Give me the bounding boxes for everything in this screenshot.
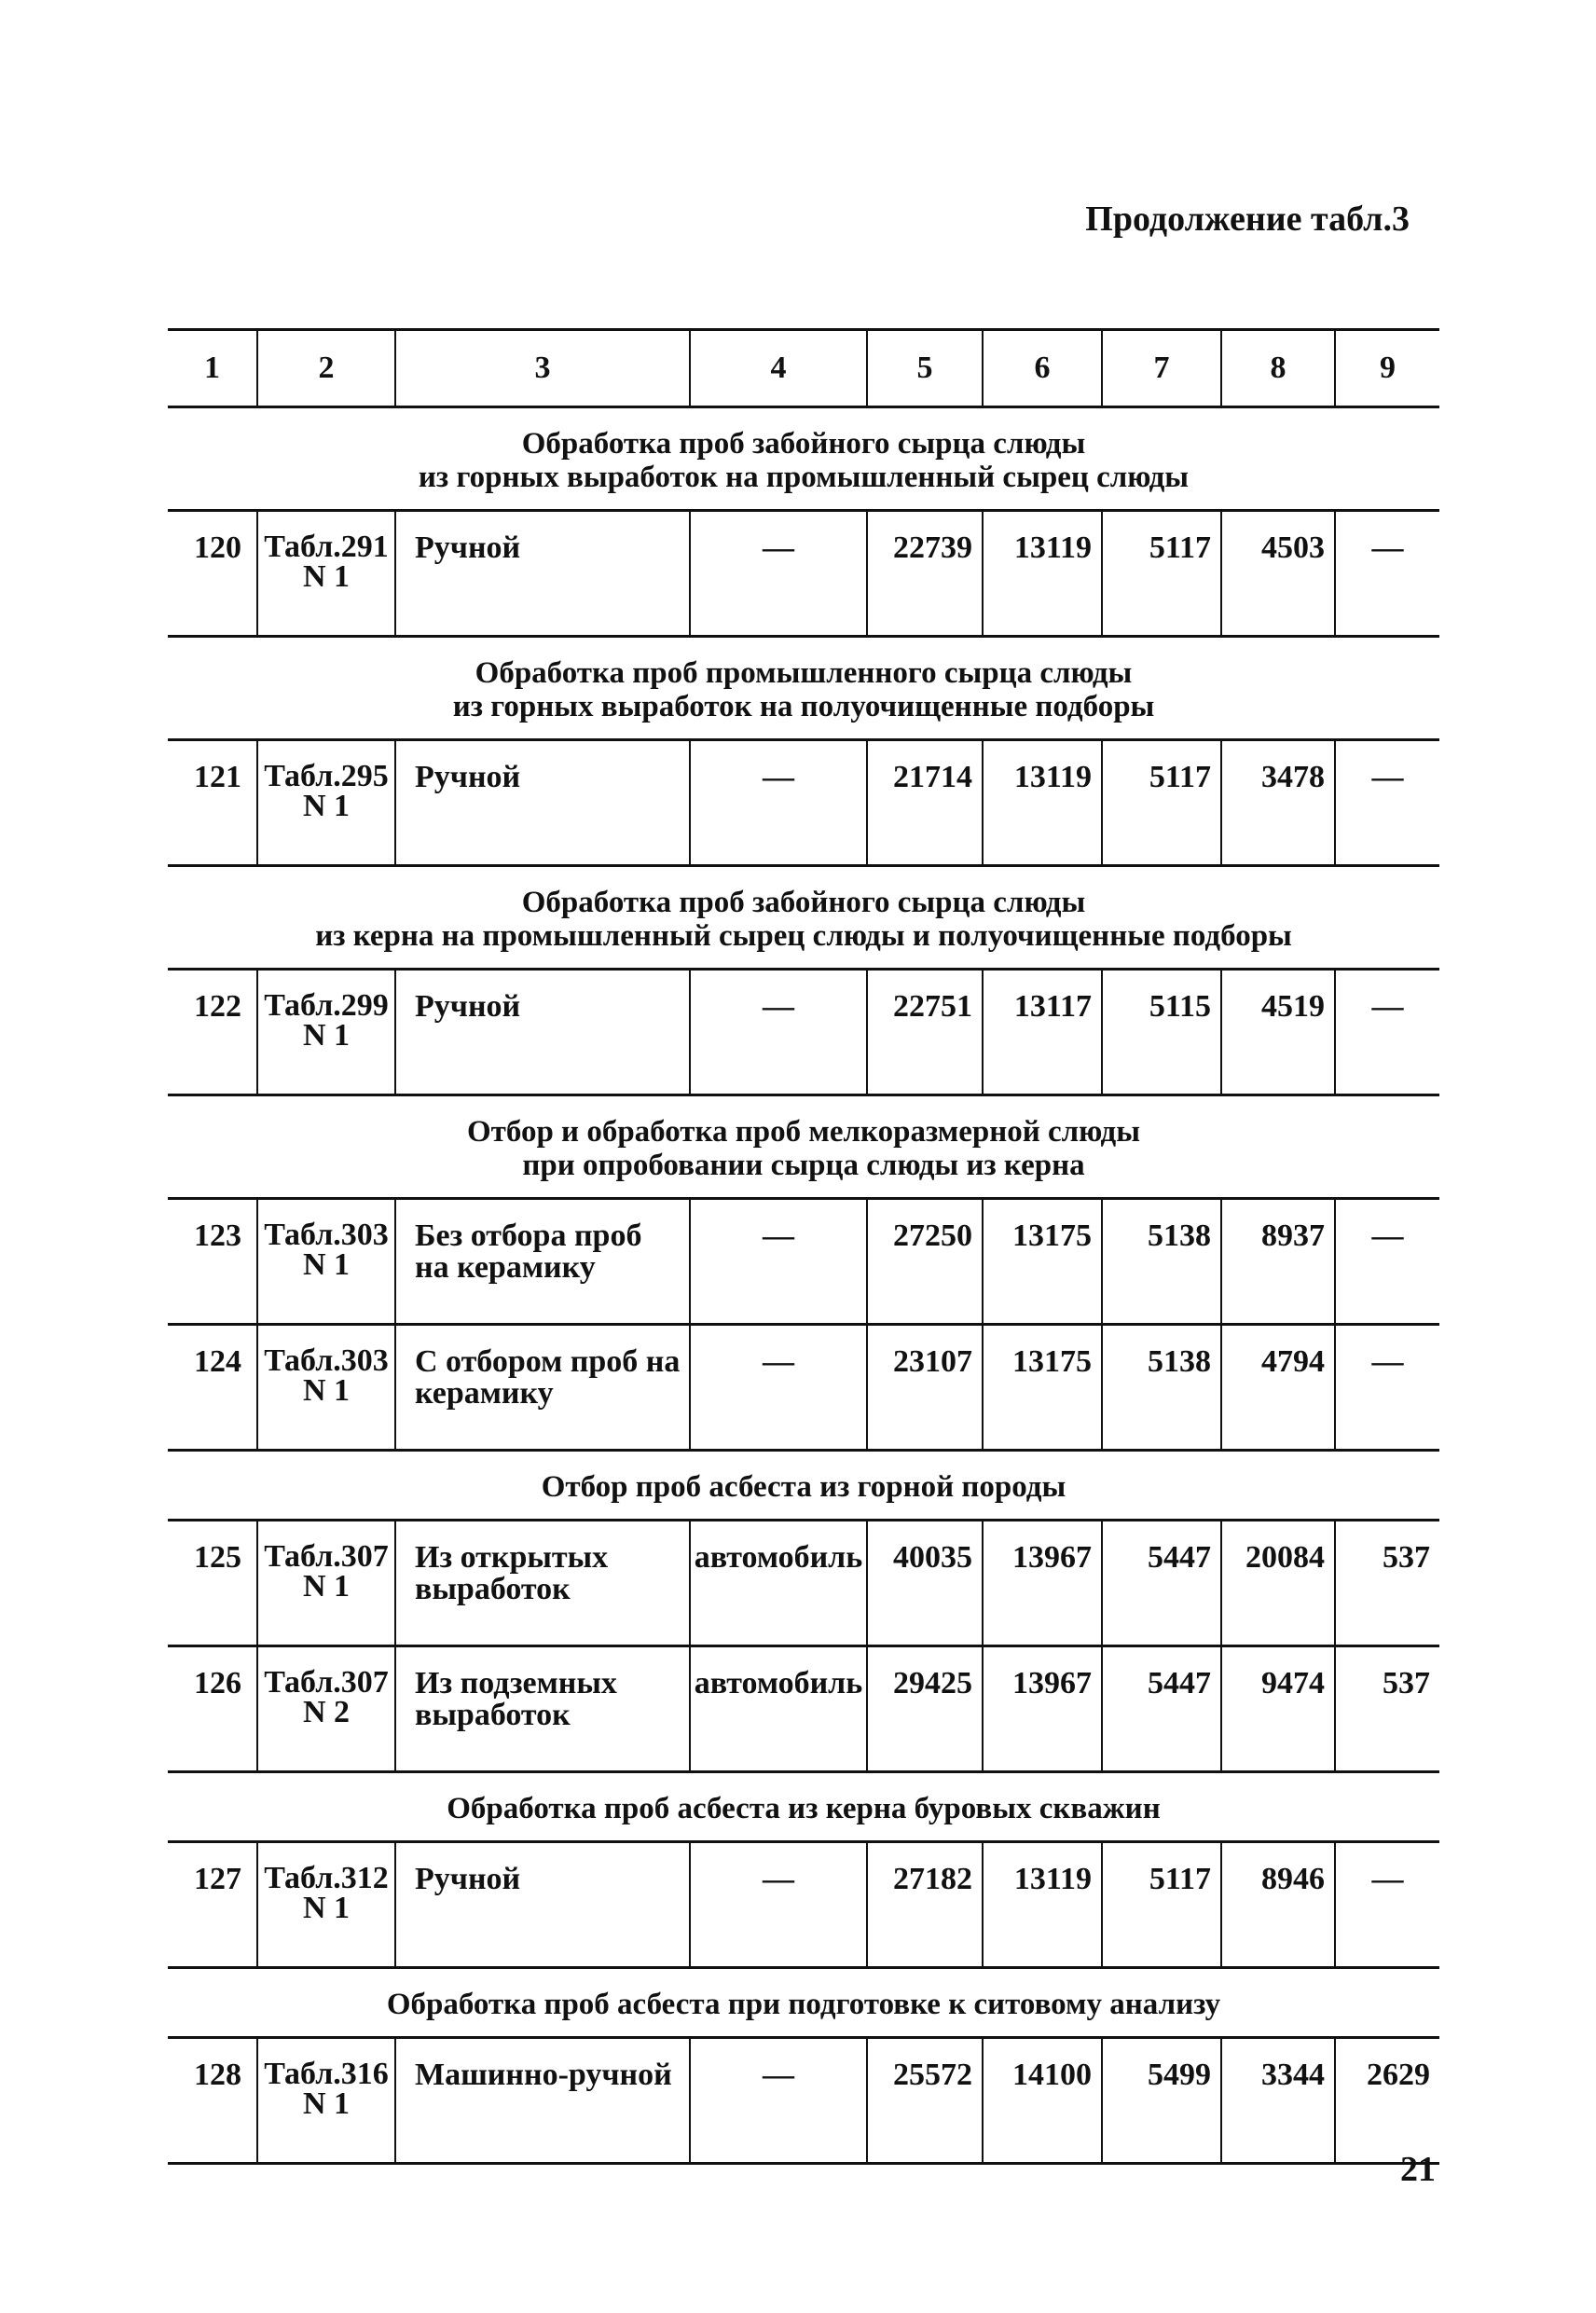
value-cell-col6: 13967 — [983, 1521, 1102, 1646]
section-title-line: из горных выработок на полуочищенные подборы — [452, 690, 1155, 723]
table-reference-line: Табл.299 — [264, 988, 389, 1023]
table-row — [168, 1199, 1439, 1325]
method-cell: Из подземных выработок — [395, 1646, 690, 1772]
section-title-line: Обработка проб асбеста при подготовке к ситовому анализу — [386, 1988, 1221, 2021]
value-cell-col7: 5138 — [1102, 1199, 1221, 1325]
table-row — [168, 2038, 1439, 2164]
transport-cell: — — [690, 970, 867, 1095]
transport-cell: — — [690, 1199, 867, 1325]
table-row — [168, 1521, 1439, 1646]
table-row — [168, 1842, 1439, 1968]
value-cell-col9: — — [1335, 1325, 1439, 1451]
table-row — [168, 970, 1439, 1095]
method-cell: Ручной — [395, 740, 690, 866]
table-reference-cell — [257, 1199, 395, 1325]
row-number-cell: 121 — [168, 740, 257, 866]
value-cell-col6: 13119 — [983, 511, 1102, 637]
value-cell-col8: 4794 — [1221, 1325, 1335, 1451]
section-title-row — [168, 1095, 1439, 1199]
section-title-row — [168, 407, 1439, 511]
table-reference-line: N 1 — [302, 2086, 351, 2121]
table-reference-cell — [257, 511, 395, 637]
value-cell-col9: — — [1335, 511, 1439, 637]
table-reference-line: N 1 — [302, 1247, 351, 1282]
table-row — [168, 511, 1439, 637]
section-title-line: Отбор проб асбеста из горной породы — [541, 1470, 1066, 1504]
row-number-cell: 124 — [168, 1325, 257, 1451]
value-cell-col5: 22739 — [867, 511, 983, 637]
row-number-cell: 122 — [168, 970, 257, 1095]
value-cell-col7: 5117 — [1102, 740, 1221, 866]
value-cell-col7: 5115 — [1102, 970, 1221, 1095]
method-cell: Без отбора проб на керамику — [395, 1199, 690, 1325]
method-cell: Ручной — [395, 1842, 690, 1968]
section-title — [168, 1772, 1439, 1842]
value-cell-col5: 22751 — [867, 970, 983, 1095]
section-title — [168, 1095, 1439, 1199]
table-reference-cell — [257, 1842, 395, 1968]
row-number-cell: 126 — [168, 1646, 257, 1772]
section-title-line: Отбор и обработка проб мелкоразмерной слюды — [467, 1115, 1140, 1149]
row-number-cell: 127 — [168, 1842, 257, 1968]
table-row — [168, 1325, 1439, 1451]
value-cell-col9: 2629 — [1335, 2038, 1439, 2164]
table-reference-line: Табл.307 — [264, 1665, 389, 1700]
column-header: 5 — [867, 330, 983, 407]
row-number-cell: 128 — [168, 2038, 257, 2164]
table-row — [168, 740, 1439, 866]
value-cell-col5: 23107 — [867, 1325, 983, 1451]
section-title-line: Обработка проб забойного сырца слюды — [521, 427, 1086, 461]
section-title — [168, 407, 1439, 511]
column-header: 4 — [690, 330, 867, 407]
section-title-row — [168, 1968, 1439, 2038]
table-reference-line: N 1 — [302, 1891, 351, 1925]
table-reference-cell — [257, 740, 395, 866]
table-reference-line: N 1 — [302, 789, 351, 823]
section-title-row — [168, 1772, 1439, 1842]
table-reference-line: Табл.316 — [264, 2057, 389, 2091]
value-cell-col5: 27182 — [867, 1842, 983, 1968]
value-cell-col7: 5499 — [1102, 2038, 1221, 2164]
value-cell-col6: 14100 — [983, 2038, 1102, 2164]
value-cell-col8: 8937 — [1221, 1199, 1335, 1325]
transport-cell: — — [690, 1325, 867, 1451]
value-cell-col7: 5447 — [1102, 1521, 1221, 1646]
section-title-line: из керна на промышленный сырец слюды и полуочищенные подборы — [315, 919, 1292, 953]
table-reference-line: Табл.303 — [264, 1218, 389, 1252]
section-title-line: при опробовании сырца слюды из керна — [522, 1149, 1085, 1182]
method-cell: Машинно-ручной — [395, 2038, 690, 2164]
value-cell-col7: 5138 — [1102, 1325, 1221, 1451]
row-number-cell: 123 — [168, 1199, 257, 1325]
value-cell-col6: 13967 — [983, 1646, 1102, 1772]
transport-cell: автомобиль — [690, 1646, 867, 1772]
table-reference-line: Табл.307 — [264, 1539, 389, 1574]
table-reference-cell — [257, 1646, 395, 1772]
row-number-cell: 125 — [168, 1521, 257, 1646]
table-reference-cell — [257, 1521, 395, 1646]
value-cell-col7: 5447 — [1102, 1646, 1221, 1772]
section-title-line: Обработка проб промышленного сырца слюды — [475, 656, 1133, 690]
section-title — [168, 1451, 1439, 1521]
value-cell-col6: 13119 — [983, 740, 1102, 866]
column-header: 1 — [168, 330, 257, 407]
section-title-row — [168, 1451, 1439, 1521]
value-cell-col5: 29425 — [867, 1646, 983, 1772]
value-cell-col6: 13119 — [983, 1842, 1102, 1968]
column-header: 7 — [1102, 330, 1221, 407]
column-header: 6 — [983, 330, 1102, 407]
value-cell-col5: 21714 — [867, 740, 983, 866]
section-title — [168, 1968, 1439, 2038]
value-cell-col8: 3344 — [1221, 2038, 1335, 2164]
section-title-row — [168, 637, 1439, 740]
header-row — [168, 330, 1439, 407]
table-reference-cell — [257, 1325, 395, 1451]
value-cell-col5: 27250 — [867, 1199, 983, 1325]
value-cell-col8: 8946 — [1221, 1842, 1335, 1968]
value-cell-col7: 5117 — [1102, 1842, 1221, 1968]
column-header: 9 — [1335, 330, 1439, 407]
table-reference-line: N 1 — [302, 1018, 351, 1053]
section-title-row — [168, 866, 1439, 970]
transport-cell: — — [690, 511, 867, 637]
value-cell-col9: — — [1335, 740, 1439, 866]
value-cell-col9: 537 — [1335, 1646, 1439, 1772]
row-number-cell: 120 — [168, 511, 257, 637]
value-cell-col6: 13175 — [983, 1325, 1102, 1451]
value-cell-col8: 20084 — [1221, 1521, 1335, 1646]
value-cell-col8: 9474 — [1221, 1646, 1335, 1772]
method-cell: С отбором проб на керамику — [395, 1325, 690, 1451]
method-cell: Ручной — [395, 511, 690, 637]
transport-cell: — — [690, 1842, 867, 1968]
value-cell-col9: — — [1335, 1842, 1439, 1968]
value-cell-col8: 4503 — [1221, 511, 1335, 637]
method-cell: Ручной — [395, 970, 690, 1095]
section-title — [168, 866, 1439, 970]
value-cell-col5: 25572 — [867, 2038, 983, 2164]
section-title-line: из горных выработок на промышленный сырец слюды — [418, 461, 1190, 494]
table-reference-line: N 1 — [302, 1569, 351, 1604]
column-header: 8 — [1221, 330, 1335, 407]
value-cell-col8: 4519 — [1221, 970, 1335, 1095]
table-reference-cell — [257, 970, 395, 1095]
value-cell-col5: 40035 — [867, 1521, 983, 1646]
section-title-line: Обработка проб забойного сырца слюды — [521, 886, 1086, 919]
section-title — [168, 637, 1439, 740]
value-cell-col9: 537 — [1335, 1521, 1439, 1646]
data-table — [168, 328, 1439, 2165]
value-cell-col9: — — [1335, 1199, 1439, 1325]
column-header: 3 — [395, 330, 690, 407]
page-number: 21 — [1400, 2150, 1436, 2189]
table-reference-line: N 2 — [302, 1695, 351, 1729]
value-cell-col9: — — [1335, 970, 1439, 1095]
column-header: 2 — [257, 330, 395, 407]
table-reference-line: N 1 — [302, 1373, 351, 1408]
value-cell-col7: 5117 — [1102, 511, 1221, 637]
table-reference-line: Табл.303 — [264, 1343, 389, 1378]
table-reference-line: Табл.291 — [264, 530, 389, 564]
value-cell-col6: 13175 — [983, 1199, 1102, 1325]
transport-cell: — — [690, 2038, 867, 2164]
value-cell-col8: 3478 — [1221, 740, 1335, 866]
table-reference-cell — [257, 2038, 395, 2164]
table-reference-line: Табл.295 — [264, 759, 389, 793]
section-title-line: Обработка проб асбеста из керна буровых скважин — [447, 1792, 1161, 1825]
method-cell: Из открытых выработок — [395, 1521, 690, 1646]
continuation-caption: Продолжение табл.3 — [1085, 200, 1410, 239]
table-row — [168, 1646, 1439, 1772]
value-cell-col6: 13117 — [983, 970, 1102, 1095]
transport-cell: автомобиль — [690, 1521, 867, 1646]
table-reference-line: Табл.312 — [264, 1861, 389, 1895]
transport-cell: — — [690, 740, 867, 866]
table-reference-line: N 1 — [302, 559, 351, 594]
